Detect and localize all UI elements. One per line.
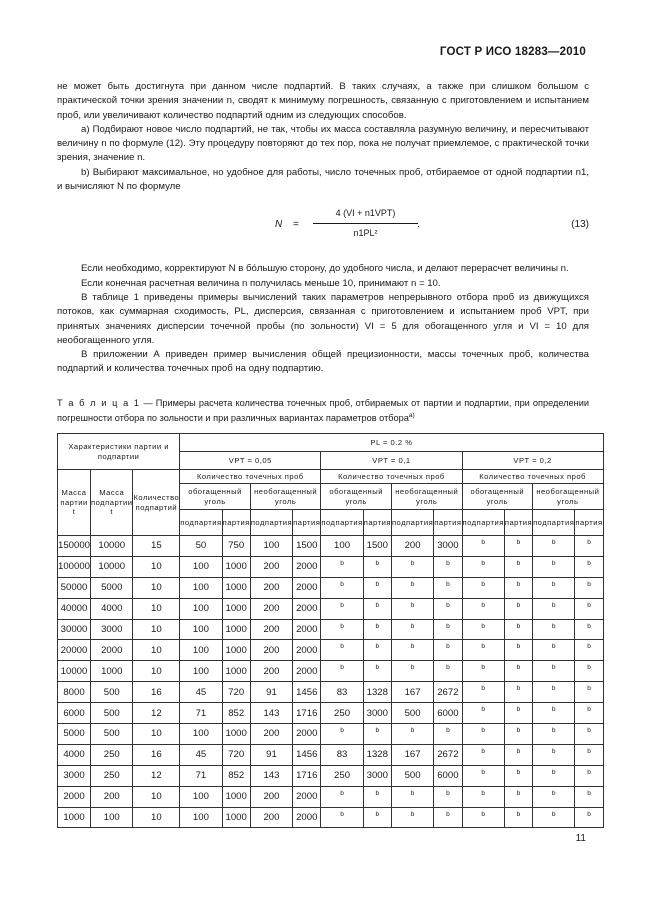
table-cell: 1000 [222, 577, 250, 598]
table-row [58, 661, 604, 682]
table-cell: b [321, 577, 363, 598]
table-cell: b [462, 536, 504, 557]
table-cell: 10000 [91, 536, 133, 557]
table-cell: b [504, 536, 532, 557]
table-cell: 10 [133, 556, 180, 577]
header-lot: партия [504, 510, 532, 536]
table-cell: 200 [250, 786, 292, 807]
header-washed-3: обогащенный уголь [462, 484, 533, 510]
table-cell: 10 [133, 619, 180, 640]
table-cell: 3000 [363, 703, 391, 724]
table-cell: 3000 [434, 536, 462, 557]
table-row [58, 536, 604, 557]
header-count-1: Количество точечных проб [180, 470, 321, 484]
table-cell: b [462, 640, 504, 661]
table-cell: b [321, 661, 363, 682]
table-cell: b [533, 703, 575, 724]
header-washed-1: обогащенный уголь [180, 484, 251, 510]
table-cell: b [504, 598, 532, 619]
table-cell: 16 [133, 682, 180, 703]
table-cell: b [533, 807, 575, 828]
header-unwashed-2: необогащенный уголь [391, 484, 462, 510]
table-cell: b [504, 807, 532, 828]
header-vpt-005: VPT = 0,05 [180, 452, 321, 470]
table-cell: 1328 [363, 744, 391, 765]
table-cell: 15 [133, 536, 180, 557]
table-cell: b [363, 640, 391, 661]
table-cell: 100 [91, 807, 133, 828]
table-cell: b [462, 807, 504, 828]
formula-denominator: n1PL² [353, 227, 378, 238]
table-cell: 1000 [58, 807, 91, 828]
table-cell: 10 [133, 640, 180, 661]
table-cell: 16 [133, 744, 180, 765]
table-cell: b [504, 619, 532, 640]
table-cell: 4000 [58, 744, 91, 765]
table-cell: b [504, 682, 532, 703]
table-cell: b [434, 619, 462, 640]
table-cell: b [434, 661, 462, 682]
table-cell: 4000 [91, 598, 133, 619]
table-cell: 100 [180, 807, 222, 828]
table-cell: b [363, 724, 391, 745]
header-unwashed-1: необогащенный уголь [250, 484, 321, 510]
header-sublot: подпартия [250, 510, 292, 536]
table-cell: 250 [321, 703, 363, 724]
header-sublot: подпартия [180, 510, 222, 536]
table-cell: 1000 [222, 619, 250, 640]
paragraph-4: Если необходимо, корректируют N в бо́льшую сторону, до удобного числа, и делают перерасчет величины n. [81, 263, 569, 275]
table-body [58, 536, 604, 828]
table-cell: 143 [250, 765, 292, 786]
table-cell: b [504, 744, 532, 765]
table-cell: 2000 [293, 661, 321, 682]
table-cell: 200 [91, 786, 133, 807]
table-cell: 6000 [434, 703, 462, 724]
table-cell: 100 [180, 556, 222, 577]
body-text [57, 80, 589, 377]
table-cell: b [504, 577, 532, 598]
table-cell: 2000 [293, 807, 321, 828]
table-cell: b [434, 598, 462, 619]
table-cell: 5000 [91, 577, 133, 598]
table-cell: 100 [180, 786, 222, 807]
table-cell: b [575, 577, 603, 598]
header-washed-2: обогащенный уголь [321, 484, 392, 510]
table-cell: 200 [391, 536, 433, 557]
table-cell: b [363, 577, 391, 598]
table-cell: b [363, 807, 391, 828]
table-cell: 200 [250, 598, 292, 619]
table-cell: b [575, 661, 603, 682]
table-cell: 10000 [91, 556, 133, 577]
table-cell: 100 [180, 724, 222, 745]
table-cell: b [575, 536, 603, 557]
table-cell: b [462, 744, 504, 765]
table-cell: b [462, 765, 504, 786]
table-cell: 500 [391, 703, 433, 724]
table-cell: b [462, 786, 504, 807]
table-cell: b [363, 556, 391, 577]
table-cell: b [575, 598, 603, 619]
table-cell: b [363, 619, 391, 640]
table-cell: 100 [180, 598, 222, 619]
table-row [58, 619, 604, 640]
table-cell: 100 [250, 536, 292, 557]
table-cell: 83 [321, 682, 363, 703]
table-cell: 500 [91, 682, 133, 703]
table-cell: b [533, 577, 575, 598]
table-row [58, 703, 604, 724]
table-cell: 200 [250, 577, 292, 598]
table-cell: 500 [91, 703, 133, 724]
table-cell: b [391, 661, 433, 682]
table-cell: b [321, 786, 363, 807]
header-lot: партия [222, 510, 250, 536]
header-lot: партия [434, 510, 462, 536]
table-cell: 1000 [91, 661, 133, 682]
header-vpt-01: VPT = 0,1 [321, 452, 462, 470]
paragraph-7: В приложении А приведен пример вычисления общей прецизионности, массы точечных проб, количества подпартий и количества точечных проб на одну подпартию. [57, 349, 589, 375]
table-cell: 750 [222, 536, 250, 557]
table-cell: 6000 [58, 703, 91, 724]
table-cell: 720 [222, 682, 250, 703]
table-cell: 167 [391, 682, 433, 703]
table-cell: 1716 [293, 703, 321, 724]
header-characteristics: Характеристики партии и подпартии [58, 434, 180, 470]
table-cell: 143 [250, 703, 292, 724]
table-cell: b [533, 661, 575, 682]
table-cell: b [321, 598, 363, 619]
table-cell: 45 [180, 744, 222, 765]
table-cell: b [462, 577, 504, 598]
table-cell: b [504, 556, 532, 577]
table-cell: b [434, 724, 462, 745]
table-cell: b [391, 786, 433, 807]
header-sublot: подпартия [462, 510, 504, 536]
table-cell: b [391, 556, 433, 577]
header-lot: партия [293, 510, 321, 536]
table-cell: 45 [180, 682, 222, 703]
table-row [58, 682, 604, 703]
table-cell: 20000 [58, 640, 91, 661]
table-cell: 91 [250, 744, 292, 765]
table-caption-title: Т а б л и ц а 1 [57, 398, 141, 408]
table-cell: 3000 [91, 619, 133, 640]
table-cell: b [363, 598, 391, 619]
table-cell: 10 [133, 577, 180, 598]
table-cell: 3000 [58, 765, 91, 786]
table-cell: 2000 [293, 598, 321, 619]
table-cell: 1000 [222, 786, 250, 807]
table-cell: 6000 [434, 765, 462, 786]
table-cell: b [321, 619, 363, 640]
table-cell: b [533, 765, 575, 786]
table-row [58, 640, 604, 661]
table-cell: 2672 [434, 682, 462, 703]
table-cell: b [575, 619, 603, 640]
table-cell: 150000 [58, 536, 91, 557]
table-cell: 71 [180, 765, 222, 786]
table-row [58, 556, 604, 577]
table-cell: 200 [250, 640, 292, 661]
table-cell: 1000 [222, 598, 250, 619]
table-cell: b [462, 598, 504, 619]
formula-numerator: 4 (VI + n1VPT) [313, 206, 418, 223]
table-cell: 852 [222, 765, 250, 786]
table-cell: b [575, 640, 603, 661]
table-cell: 100 [180, 577, 222, 598]
table-cell: 250 [91, 765, 133, 786]
table-cell: 100 [180, 619, 222, 640]
table-cell: 1000 [222, 807, 250, 828]
table-cell: b [575, 682, 603, 703]
table-cell: b [434, 786, 462, 807]
table-cell: 10 [133, 786, 180, 807]
table-cell: 200 [250, 556, 292, 577]
table-cell: 2000 [293, 640, 321, 661]
table-row [58, 786, 604, 807]
formula-13 [57, 204, 589, 254]
table-cell: 500 [91, 724, 133, 745]
table-cell: 200 [250, 619, 292, 640]
table-cell: b [575, 744, 603, 765]
table-cell: 3000 [363, 765, 391, 786]
formula-lhs: N [275, 219, 283, 231]
table-cell: b [533, 598, 575, 619]
table-cell: b [533, 724, 575, 745]
table-cell: 71 [180, 703, 222, 724]
table-cell: 200 [250, 807, 292, 828]
table-cell: 10 [133, 724, 180, 745]
table-cell: 1716 [293, 765, 321, 786]
table-cell: b [462, 619, 504, 640]
table-cell: b [504, 661, 532, 682]
table-cell: b [462, 703, 504, 724]
table-cell: b [391, 807, 433, 828]
table-cell: 200 [250, 661, 292, 682]
table-caption-note-ref: a) [408, 411, 415, 419]
table-cell: 500 [391, 765, 433, 786]
table-cell: b [434, 807, 462, 828]
paragraph-5: Если конечная расчетная величина n получилась меньше 10, принимают n = 10. [81, 277, 441, 289]
table-cell: b [533, 744, 575, 765]
table-cell: b [533, 786, 575, 807]
sampling-table [57, 433, 604, 828]
table-cell: 91 [250, 682, 292, 703]
table-cell: b [533, 556, 575, 577]
table-cell: 720 [222, 744, 250, 765]
table-cell: b [321, 807, 363, 828]
table-cell: b [462, 724, 504, 745]
table-row [58, 765, 604, 786]
table-cell: 100 [321, 536, 363, 557]
table-row [58, 724, 604, 745]
table-cell: 1000 [222, 556, 250, 577]
table-cell: 12 [133, 703, 180, 724]
header-count-2: Количество точечных проб [321, 470, 462, 484]
table-cell: 1000 [222, 661, 250, 682]
paragraph-1: не может быть достигнута при данном числе подпартий. В таких случаях, а также при слишком большом с практической точки зрения значении n, сводят к минимуму погрешность, связанную с приготовлением и испытанием проб, или увеличивают количество подпартий одним из следующих способов. [57, 81, 589, 121]
table-cell: b [575, 807, 603, 828]
table-cell: b [391, 619, 433, 640]
header-lot: партия [363, 510, 391, 536]
table-row [58, 807, 604, 828]
paragraph-6: В таблице 1 приведены примеры вычислений таких параметров непрерывного отбора проб из движущихся потоков, как суммарная сходимость, PL, дисперсия, связанная с приготовлением и испытанием проб VPT, при принятых значениях дисперсии точечной пробы (по зольности) VI = 5 для обогащенного угля и VI = 10 для необогащенного угля. [57, 291, 589, 346]
table-cell: b [504, 765, 532, 786]
formula-equals: = [293, 219, 299, 231]
table-caption [57, 397, 589, 424]
page-number: 11 [575, 833, 586, 844]
table-cell: 12 [133, 765, 180, 786]
table-cell: b [533, 619, 575, 640]
table-cell: 100000 [58, 556, 91, 577]
paragraph-2: а) Подбирают новое число подпартий, не так, чтобы их масса составляла разумную величину, и пересчитывают величину n по формуле (12). Эту процедуру повторяют до тех пор, пока не получат приемлемое, с практической точки зрения, значение n. [57, 123, 589, 164]
table-cell: b [575, 786, 603, 807]
header-count-3: Количество точечных проб [462, 470, 603, 484]
table-cell: b [391, 577, 433, 598]
table-cell: b [434, 577, 462, 598]
table-cell: b [434, 640, 462, 661]
table-cell: 10000 [58, 661, 91, 682]
table-cell: 2000 [293, 724, 321, 745]
document-header: ГОСТ Р ИСО 18283—2010 [439, 46, 586, 58]
table-cell: 100 [180, 661, 222, 682]
table-cell: b [391, 640, 433, 661]
table-cell: 1456 [293, 682, 321, 703]
header-lot: партия [575, 510, 603, 536]
table-cell: b [504, 640, 532, 661]
paragraph-3: b) Выбирают максимальное, но удобное для работы, число точечных проб, отбираемое от одной подпартии n1, и вычисляют N по формуле [57, 166, 589, 193]
table-cell: 1328 [363, 682, 391, 703]
table-cell: 2000 [293, 619, 321, 640]
table-cell: b [321, 640, 363, 661]
table-caption-text: — Примеры расчета количества точечных проб, отбираемых от партии и подпартии, при определении погрешности отбора по зольности и при различных вариантах параметров отбора [57, 398, 590, 423]
table-cell: 1000 [222, 640, 250, 661]
table-cell: b [533, 536, 575, 557]
table-cell: 200 [250, 724, 292, 745]
table-cell: 10 [133, 661, 180, 682]
table-cell: 8000 [58, 682, 91, 703]
table-cell: 10 [133, 807, 180, 828]
table-cell: b [462, 556, 504, 577]
table-row [58, 577, 604, 598]
table-cell: b [363, 786, 391, 807]
table-cell: 100 [180, 640, 222, 661]
table-cell: b [575, 724, 603, 745]
table-cell: b [363, 661, 391, 682]
table-cell: 2000 [58, 786, 91, 807]
formula-fraction [313, 206, 418, 240]
header-vpt-02: VPT = 0,2 [462, 452, 603, 470]
header-mass-lot: Масса партии t [58, 470, 91, 536]
table-row [58, 744, 604, 765]
table-row [58, 598, 604, 619]
table-cell: b [321, 724, 363, 745]
table-cell: b [504, 703, 532, 724]
table-cell: b [504, 724, 532, 745]
table-cell: 1000 [222, 724, 250, 745]
table-cell: 50 [180, 536, 222, 557]
table-cell: 1500 [363, 536, 391, 557]
table-cell: 2000 [293, 577, 321, 598]
table-cell: b [575, 765, 603, 786]
table-cell: 40000 [58, 598, 91, 619]
table-cell: b [504, 786, 532, 807]
table-cell: b [462, 682, 504, 703]
header-num-sublots: Количество подпартий [133, 470, 180, 536]
table-cell: b [462, 661, 504, 682]
header-sublot: подпартия [391, 510, 433, 536]
table-cell: 30000 [58, 619, 91, 640]
table-cell: 10 [133, 598, 180, 619]
table-cell: b [575, 556, 603, 577]
table-cell: b [575, 703, 603, 724]
table-cell: b [434, 556, 462, 577]
table-cell: 2000 [293, 786, 321, 807]
table-cell: 2672 [434, 744, 462, 765]
table-cell: b [391, 724, 433, 745]
header-sublot: подпартия [533, 510, 575, 536]
table-cell: 50000 [58, 577, 91, 598]
table-cell: 2000 [293, 556, 321, 577]
table-cell: b [533, 682, 575, 703]
table-cell: b [321, 556, 363, 577]
header-sublot: подпартия [321, 510, 363, 536]
table-cell: b [391, 598, 433, 619]
table-cell: 5000 [58, 724, 91, 745]
formula-period: . [417, 219, 420, 231]
table-cell: 852 [222, 703, 250, 724]
formula-number: (13) [571, 219, 589, 231]
header-mass-sublot: Масса подпартии t [91, 470, 133, 536]
header-pl: PL = 0.2 % [180, 434, 603, 452]
table-cell: b [533, 640, 575, 661]
table-cell: 250 [91, 744, 133, 765]
header-unwashed-3: необогащенный уголь [533, 484, 604, 510]
table-cell: 2000 [91, 640, 133, 661]
table-cell: 83 [321, 744, 363, 765]
table-cell: 1500 [293, 536, 321, 557]
table-cell: 1456 [293, 744, 321, 765]
table-cell: 167 [391, 744, 433, 765]
table-cell: 250 [321, 765, 363, 786]
